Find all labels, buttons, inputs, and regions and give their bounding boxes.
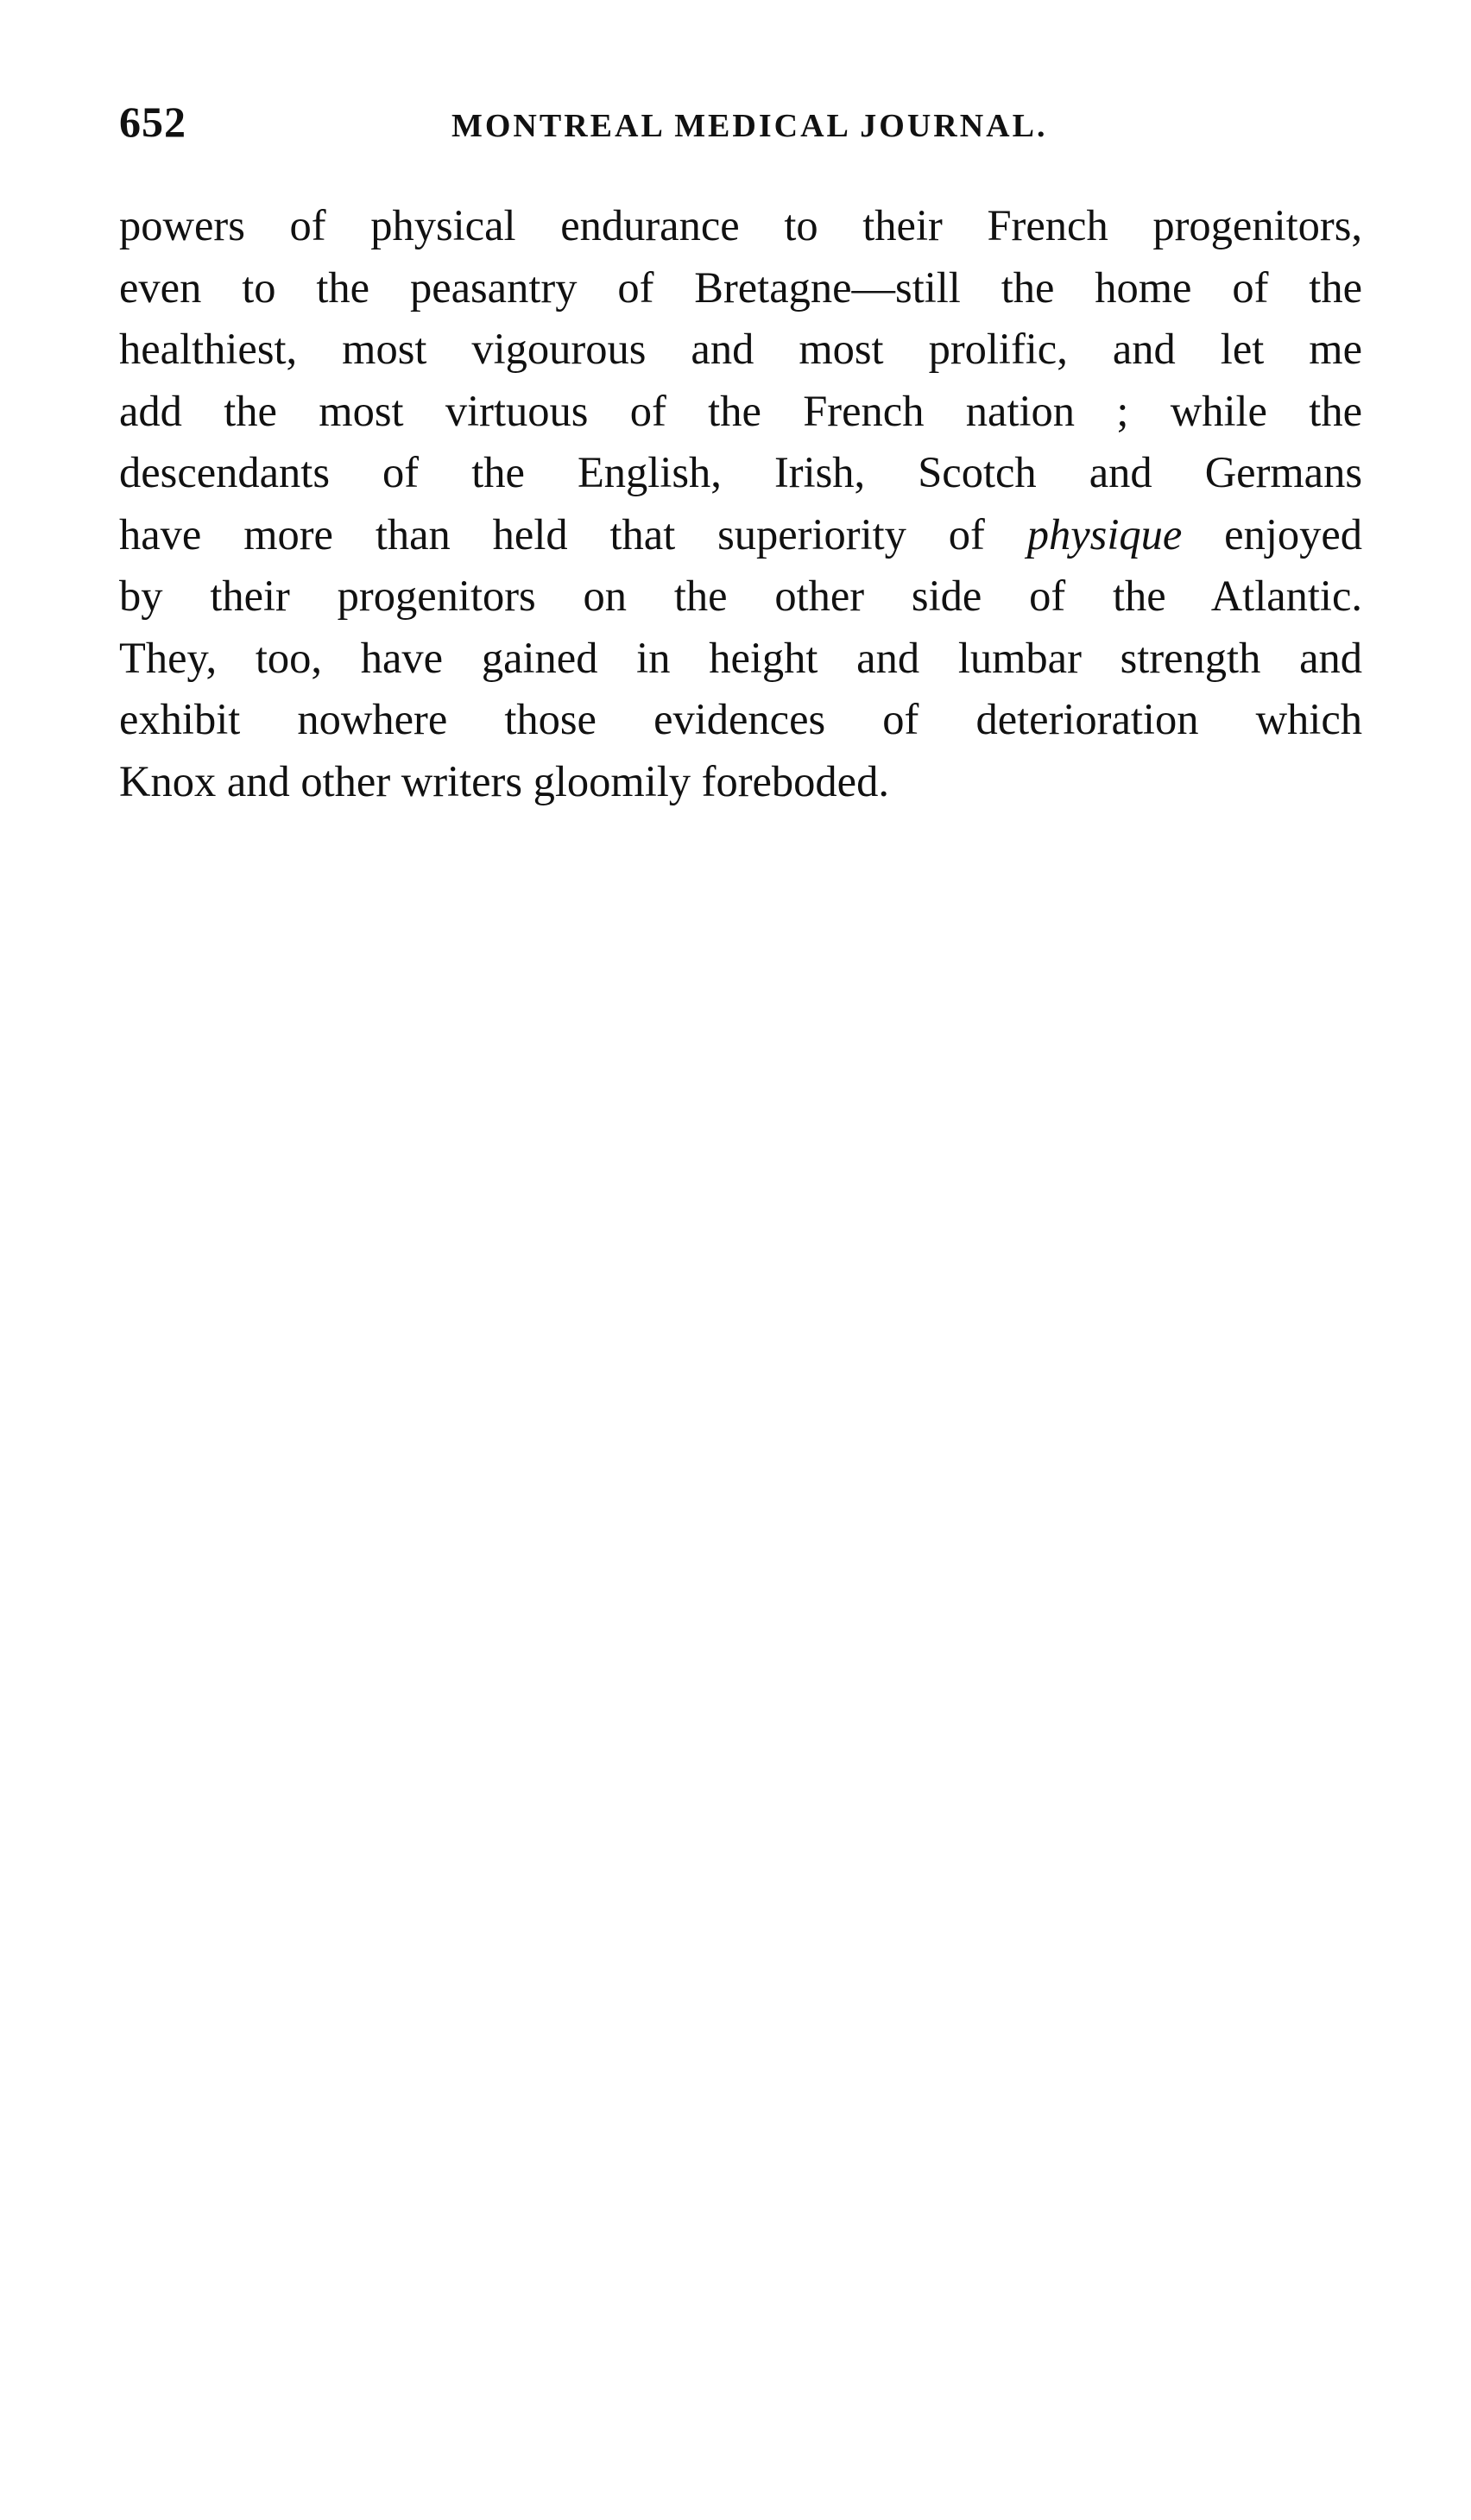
text-line-3: healthiest, most vigourous and most prolific, and let me [119,325,1362,373]
text-line-8: They, too, have gained in height and lumbar strength and [119,633,1362,682]
text-line-6-end: enjoyed [1224,509,1363,559]
text-line-4: add the most virtuous of the French nation ; while the [119,386,1362,435]
journal-title: MONTREAL MEDICAL JOURNAL. [451,108,1048,144]
running-head [119,97,1388,157]
text-line-5: descendants of the English, Irish, Scotch and Germans [119,448,1362,496]
text-line-2: even to the peasantry of Bretagne—still the home of the [119,262,1362,312]
text-line-9: exhibit nowhere those evidences of deterioration which [119,695,1362,743]
text-line-1: powers of physical endurance to their French progenitors, [119,201,1362,249]
text-line-10: Knox and other writers gloomily foreboded. [119,756,889,805]
text-line-7: by their progenitors on the other side of the Atlantic. [119,572,1362,620]
page-number: 652 [119,98,186,146]
italic-word-physique: physique [1026,509,1183,559]
body-paragraph [119,195,1362,812]
text-line-6-start: have more than held that superiority of [119,509,985,559]
text-line-6 [119,504,1362,566]
